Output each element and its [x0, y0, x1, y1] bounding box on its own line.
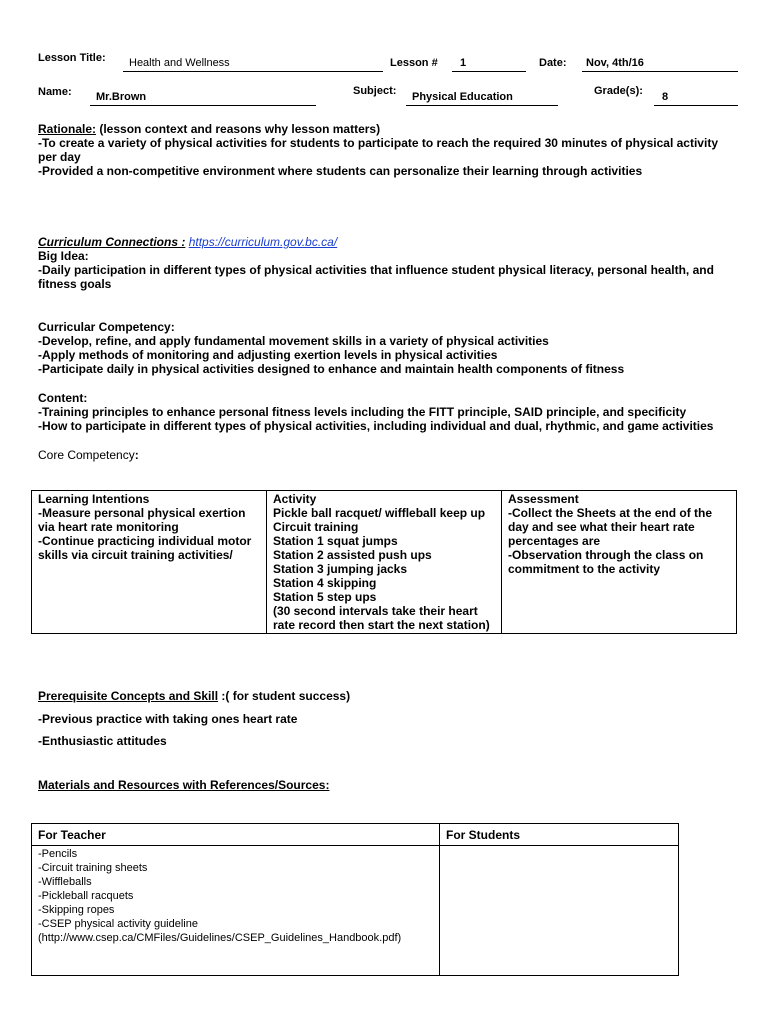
competency-line: -Develop, refine, and apply fundamental movement skills in a variety of physical activities	[38, 334, 549, 348]
subject-label: Subject:	[353, 85, 397, 97]
core-competency-label: Core Competency	[38, 448, 135, 462]
activity-cell	[267, 491, 502, 634]
activity-item: (30 second intervals take their heart	[273, 604, 478, 618]
material-item: (http://www.csep.ca/CMFiles/Guidelines/CSEP_Guidelines_Handbook.pdf)	[38, 932, 402, 944]
competency-line: -Apply methods of monitoring and adjusting exertion levels in physical activities	[38, 348, 498, 362]
competency-label: Curricular Competency:	[38, 320, 175, 334]
activity-item: Station 5 step ups	[273, 590, 377, 604]
big-idea-label: Big Idea:	[38, 249, 89, 263]
material-item: -Circuit training sheets	[38, 862, 148, 874]
grade-field[interactable]	[654, 91, 738, 106]
big-idea-line: -Daily participation in different types of physical activities that influence student physical literacy, personal health, and	[38, 263, 714, 277]
teacher-materials-cell	[32, 846, 440, 976]
prereq-heading: Prerequisite Concepts and Skill	[38, 689, 219, 703]
date-field[interactable]	[582, 57, 738, 72]
prereq-item: -Enthusiastic attitudes	[38, 734, 167, 748]
material-item: -Pickleball racquets	[38, 890, 134, 902]
materials-heading: Materials and Resources with References/Sources	[38, 778, 326, 792]
core-competency	[38, 448, 139, 462]
lesson-plan-table	[31, 490, 737, 634]
date-value: Nov, 4th/16	[586, 57, 644, 69]
for-teacher-header: For Teacher	[32, 824, 440, 846]
content-line: -Training principles to enhance personal fitness levels including the FITT principle, SAID principle, and specificity	[38, 405, 687, 419]
rationale-subheading: (lesson context and reasons why lesson matters)	[96, 122, 381, 136]
name-field[interactable]	[90, 91, 316, 106]
learning-intention-item: -Measure personal physical exertion	[38, 506, 246, 520]
prereq-item: -Previous practice with taking ones heart rate	[38, 712, 298, 726]
material-item: -Pencils	[38, 848, 78, 860]
assessment-item: -Collect the Sheets at the end of the	[508, 506, 713, 520]
assessment-item: percentages are	[508, 534, 601, 548]
activity-item: Station 2 assisted push ups	[273, 548, 432, 562]
activity-item: rate record then start the next station)	[273, 618, 490, 632]
prereq-subheading: :( for student success)	[218, 689, 351, 703]
assessment-header: Assessment	[508, 492, 579, 506]
curriculum-section	[38, 235, 738, 291]
assessment-item: commitment to the activity	[508, 562, 661, 576]
content-label: Content:	[38, 391, 88, 405]
rationale-line: -To create a variety of physical activities for students to participate to reach the required 30 minutes of physical activity	[38, 136, 718, 150]
content-line: -How to participate in different types of physical activities, including individual and dual, rhythmic, and game activities	[38, 419, 714, 433]
learning-intentions-cell	[32, 491, 267, 634]
prereq-heading-line	[38, 689, 350, 703]
name-label: Name:	[38, 86, 72, 98]
learning-intention-item: skills via circuit training activities/	[38, 548, 233, 562]
lesson-number-value: 1	[460, 57, 467, 69]
core-competency-colon: :	[134, 448, 139, 462]
lesson-number-label: Lesson #	[390, 57, 438, 69]
for-students-header: For Students	[440, 824, 679, 846]
activity-item: Station 1 squat jumps	[273, 534, 398, 548]
grade-value: 8	[662, 91, 669, 103]
activity-item: Station 3 jumping jacks	[273, 562, 408, 576]
lesson-number-field[interactable]	[452, 57, 526, 72]
learning-intention-item: -Continue practicing individual motor	[38, 534, 252, 548]
rationale-line: -Provided a non-competitive environment where students can personalize their learning through activities	[38, 164, 643, 178]
learning-intentions-header: Learning Intentions	[38, 492, 150, 506]
assessment-item: -Observation through the class on	[508, 548, 704, 562]
curriculum-heading: Curriculum Connections :	[38, 235, 186, 249]
student-materials-cell	[440, 846, 679, 976]
lesson-title-field[interactable]	[123, 57, 383, 72]
subject-value: Physical Education	[412, 91, 513, 103]
assessment-cell	[502, 491, 737, 634]
name-value: Mr.Brown	[96, 91, 147, 103]
rationale-heading: Rationale:	[38, 122, 97, 136]
material-item: -Wiffleballs	[38, 876, 92, 888]
curriculum-link[interactable]: https://curriculum.gov.bc.ca/	[188, 235, 338, 249]
grade-label: Grade(s):	[594, 85, 643, 97]
curricular-competency-section	[38, 320, 738, 376]
date-label: Date:	[539, 57, 567, 69]
competency-line: -Participate daily in physical activities designed to enhance and maintain health components of fitness	[38, 362, 625, 376]
lesson-title-label: Lesson Title:	[38, 52, 106, 64]
materials-heading-line	[38, 778, 329, 792]
rationale-section	[38, 122, 738, 178]
activity-header: Activity	[273, 492, 317, 506]
activity-item: Pickle ball racquet/ wiffleball keep up	[273, 506, 486, 520]
learning-intention-item: via heart rate monitoring	[38, 520, 179, 534]
content-section	[38, 391, 738, 433]
activity-item: Station 4 skipping	[273, 576, 377, 590]
subject-field[interactable]	[406, 91, 558, 106]
big-idea-line: fitness goals	[38, 277, 112, 291]
material-item: -CSEP physical activity guideline	[38, 918, 198, 930]
activity-item: Circuit training	[273, 520, 359, 534]
materials-table	[31, 823, 679, 976]
lesson-title-value: Health and Wellness	[129, 57, 230, 69]
materials-heading-colon: :	[325, 778, 330, 792]
assessment-item: day and see what their heart rate	[508, 520, 695, 534]
material-item: -Skipping ropes	[38, 904, 115, 916]
rationale-line: per day	[38, 150, 81, 164]
